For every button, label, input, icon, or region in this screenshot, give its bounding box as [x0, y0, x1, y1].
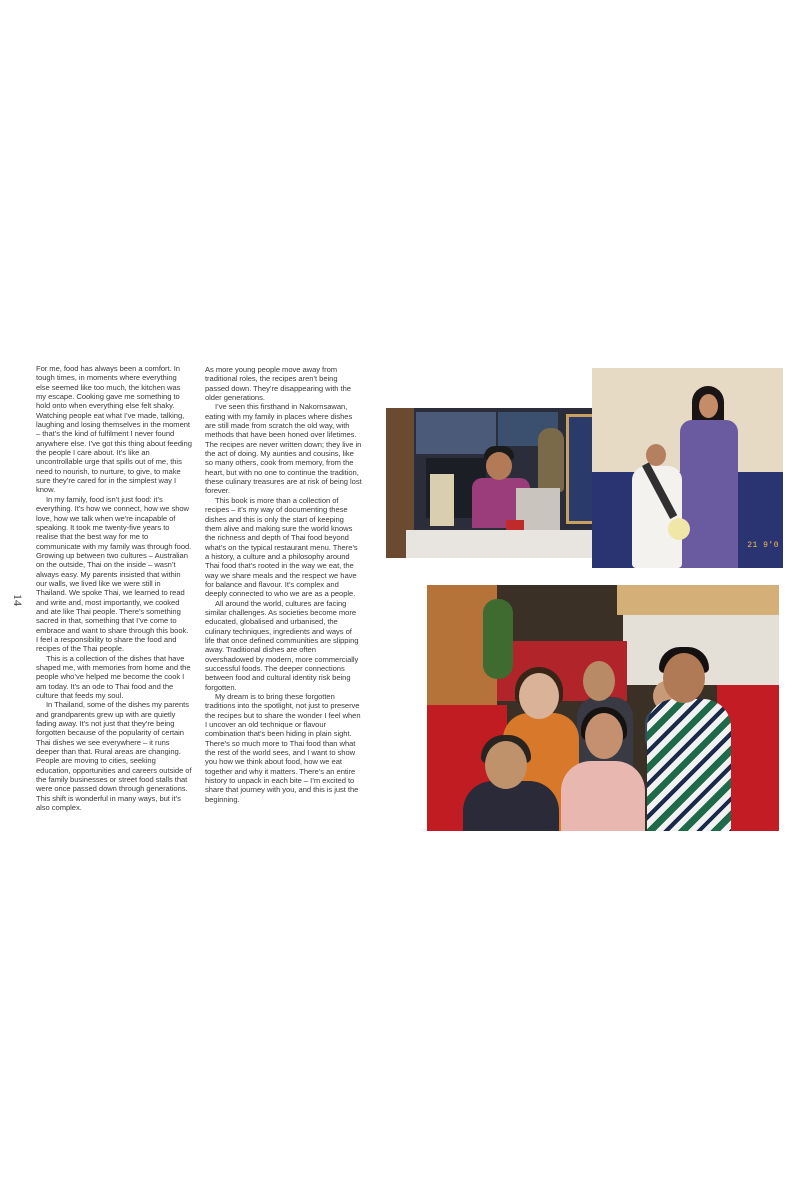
paragraph: This is a collection of the dishes that have shaped me, with memories from home and the people who’ve helped me become the cook I am today. It’s an ode to Thai food and the culture that feeds my soul.: [36, 653, 191, 701]
text-column-left: [36, 364, 192, 813]
page-number: 14: [11, 594, 25, 606]
paragraph: I’ve seen this firsthand in Nakornsawan, eating with my family in places where dishes are still made from scratch the old way, with methods that have been honed over lifetimes. The recipes are never written down; they live in the act of doing. My aunties and cousins, like so many others, cook from memory, from the heart, but with no one to continue the tradition, these culinary treasures are at risk of being lost forever.: [205, 402, 362, 496]
paragraph: My dream is to bring these forgotten traditions into the spotlight, not just to preserve the recipes but to share the wonder I feel when I uncover an old technique or flavour combination that’s been hiding in plain sight. There’s so much more to Thai food than what the rest of the world sees, and I want to show you how we think about food, how we eat together and why it matters. There’s an entire history to unpack in each bite – I’m excited to share that journey with you, and this is just the beginning.: [205, 692, 361, 804]
photo-family-in-restaurant: [427, 585, 779, 831]
photo-two-women: [592, 368, 783, 568]
paragraph: As more young people move away from traditional roles, the recipes aren’t being passed down. They’re disappearing with the older generations.: [205, 365, 351, 403]
photo-date-stamp: 21 9'0: [747, 541, 779, 550]
paragraph: In my family, food isn’t just food: it’s everything. It’s how we connect, how we show love, how we talk when we’re incapable of speaking. It took me twenty-five years to realise that the best way for me to communicate with my family was through food. Growing up between two cultures – Australian on the outside, Thai on the inside – wasn’t always easy. My parents insisted that within our walls, we lived like we were still in Thailand. We spoke Thai, we learned to read and write and, most importantly, we cooked and ate like Thai people. There’s something sacred in that, something that I’ve come to embrace and want to share through this book. I feel a responsibility to share the food and recipes of the Thai people.: [36, 494, 192, 654]
text-column-middle: [205, 365, 362, 804]
photo-man-at-shop-counter: [386, 408, 608, 558]
paragraph: All around the world, cultures are facing similar challenges. As societies become more educated, globalised and urbanised, the culinary techniques, ingredients and ways of life that once defined communities are slipping away. Traditional dishes are often overshadowed by modern, more commercially successful foods. The deeper connections between food and cultural identity risk being forgotten.: [205, 598, 359, 692]
paragraph: This book is more than a collection of recipes – it’s my way of documenting these dishes and this is only the start of keeping them alive and making sure the world knows the richness and depth of Thai food beyond what’s on the typical restaurant menu. There’s a history, a culture and a philosophy around Thai food that’s rooted in the way we eat, the way we share meals and the respect we have for balance and flavour. It’s complex and deeply connected to who we are as a people.: [205, 495, 358, 599]
paragraph: For me, food has always been a comfort. In tough times, in moments where everything else seemed like too much, the kitchen was my escape. Cooking gave me something to hold onto when everything else felt shaky. Watching people eat what I’ve made, talking, laughing and losing themselves in the moment – that’s the kind of fulfilment I never found anywhere else. I’ve got this thing about feeding the people I care about. It’s like an uncontrollable urge that spills out of me, this need to nourish, to nurture, to give, to make sure they’re cared for in the simplest way I know.: [36, 364, 192, 495]
paragraph: In Thailand, some of the dishes my parents and grandparents grew up with are quietly fading away. It’s not just that they’re being forgotten because of the popularity of certain Thai dishes we see everywhere – it runs deeper than that. Rural areas are changing. People are moving to cities, seeking education, opportunities and careers outside of the family businesses or street food stalls that were once passed down through generations. This shift is wonderful in many ways, but it’s also complex.: [36, 700, 192, 813]
